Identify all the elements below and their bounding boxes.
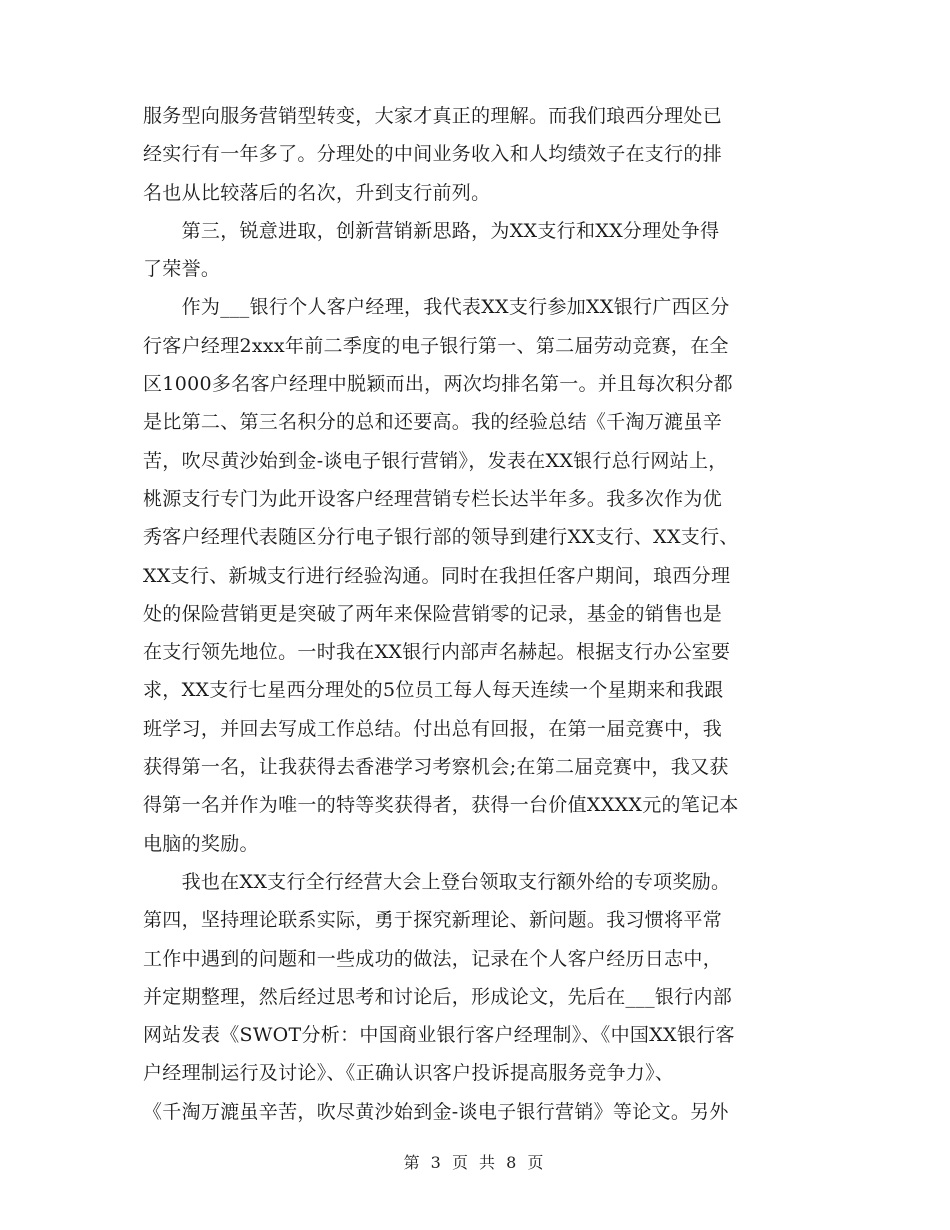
document-body (143, 97, 807, 1131)
text-line: 并定期整理，然后经过思考和讨论后，形成论文，先后在___银行内部 (143, 985, 733, 1008)
text-line: 班学习，并回去写成工作总结。付出总有回报，在第一届竞赛中，我 (143, 717, 723, 740)
text-line: 网站发表《SWOT分析：中国商业银行客户经理制》、《中国XX银行客 (143, 1024, 735, 1047)
text-line: 第三，锐意进取，创新营销新思路，为XX支行和XX分理处争得 (143, 219, 720, 242)
text-line: 作为___银行个人客户经理，我代表XX支行参加XX银行广西区分 (143, 296, 730, 319)
text-line: 求，XX支行七星西分理处的5位员工每人每天连续一个星期来和我跟 (143, 679, 724, 702)
text-line: 工作中遇到的问题和一些成功的做法，记录在个人客户经历日志中， (143, 947, 723, 970)
text-line: 电脑的奖励。 (143, 832, 259, 855)
text-line: 第四，坚持理论联系实际，勇于探究新理论、新问题。我习惯将平常 (143, 909, 723, 932)
text-line: 户经理制运行及讨论》、《正确认识客户投诉提高服务竞争力》、 (143, 1062, 675, 1085)
text-line: 服务型向服务营销型转变，大家才真正的理解。而我们琅西分理处已 (143, 105, 723, 127)
text-line: 我也在XX支行全行经营大会上登台领取支行额外给的专项奖励。 (143, 870, 731, 893)
text-line: 在支行领先地位。一时我在XX银行内部声名赫起。根据支行办公室要 (143, 641, 731, 664)
text-line: 了荣誉。 (143, 258, 221, 281)
text-line: 名也从比较落后的名次，升到支行前列。 (143, 181, 491, 204)
text-line: 秀客户经理代表随区分行电子银行部的领导到建行XX支行、XX支行、 (143, 526, 739, 549)
text-line: XX支行、新城支行进行经验沟通。同时在我担任客户期间，琅西分理 (143, 564, 731, 587)
text-line: 桃源支行专门为此开设客户经理营销专栏长达半年多。我多次作为优 (143, 487, 723, 510)
text-line: 行客户经理2xxx年前二季度的电子银行第一、第二届劳动竞赛，在全 (143, 334, 729, 357)
text-line: 处的保险营销更是突破了两年来保险营销零的记录，基金的销售也是 (143, 602, 723, 625)
text-line: 得第一名并作为唯一的特等奖获得者，获得一台价值XXXX元的笔记本 (143, 794, 739, 817)
text-line: 是比第二、第三名积分的总和还要高。我的经验总结《千淘万漉虽辛 (143, 411, 723, 434)
text-line: 获得第一名，让我获得去香港学习考察机会;在第二届竞赛中，我又获 (143, 756, 729, 779)
text-line: 苦，吹尽黄沙始到金-谈电子银行营销》，发表在XX银行总行网站上， (143, 449, 728, 472)
text-line: 经实行有一年多了。分理处的中间业务收入和人均绩效子在支行的排 (143, 143, 723, 166)
page-number-footer: 第 3 页 共 8 页 (403, 1153, 547, 1172)
text-line: 《千淘万漉虽辛苦，吹尽黄沙始到金-谈电子银行营销》等论文。另外 (143, 1100, 729, 1123)
text-line: 区1000多名客户经理中脱颖而出，两次均排名第一。并且每次积分都 (143, 373, 733, 396)
